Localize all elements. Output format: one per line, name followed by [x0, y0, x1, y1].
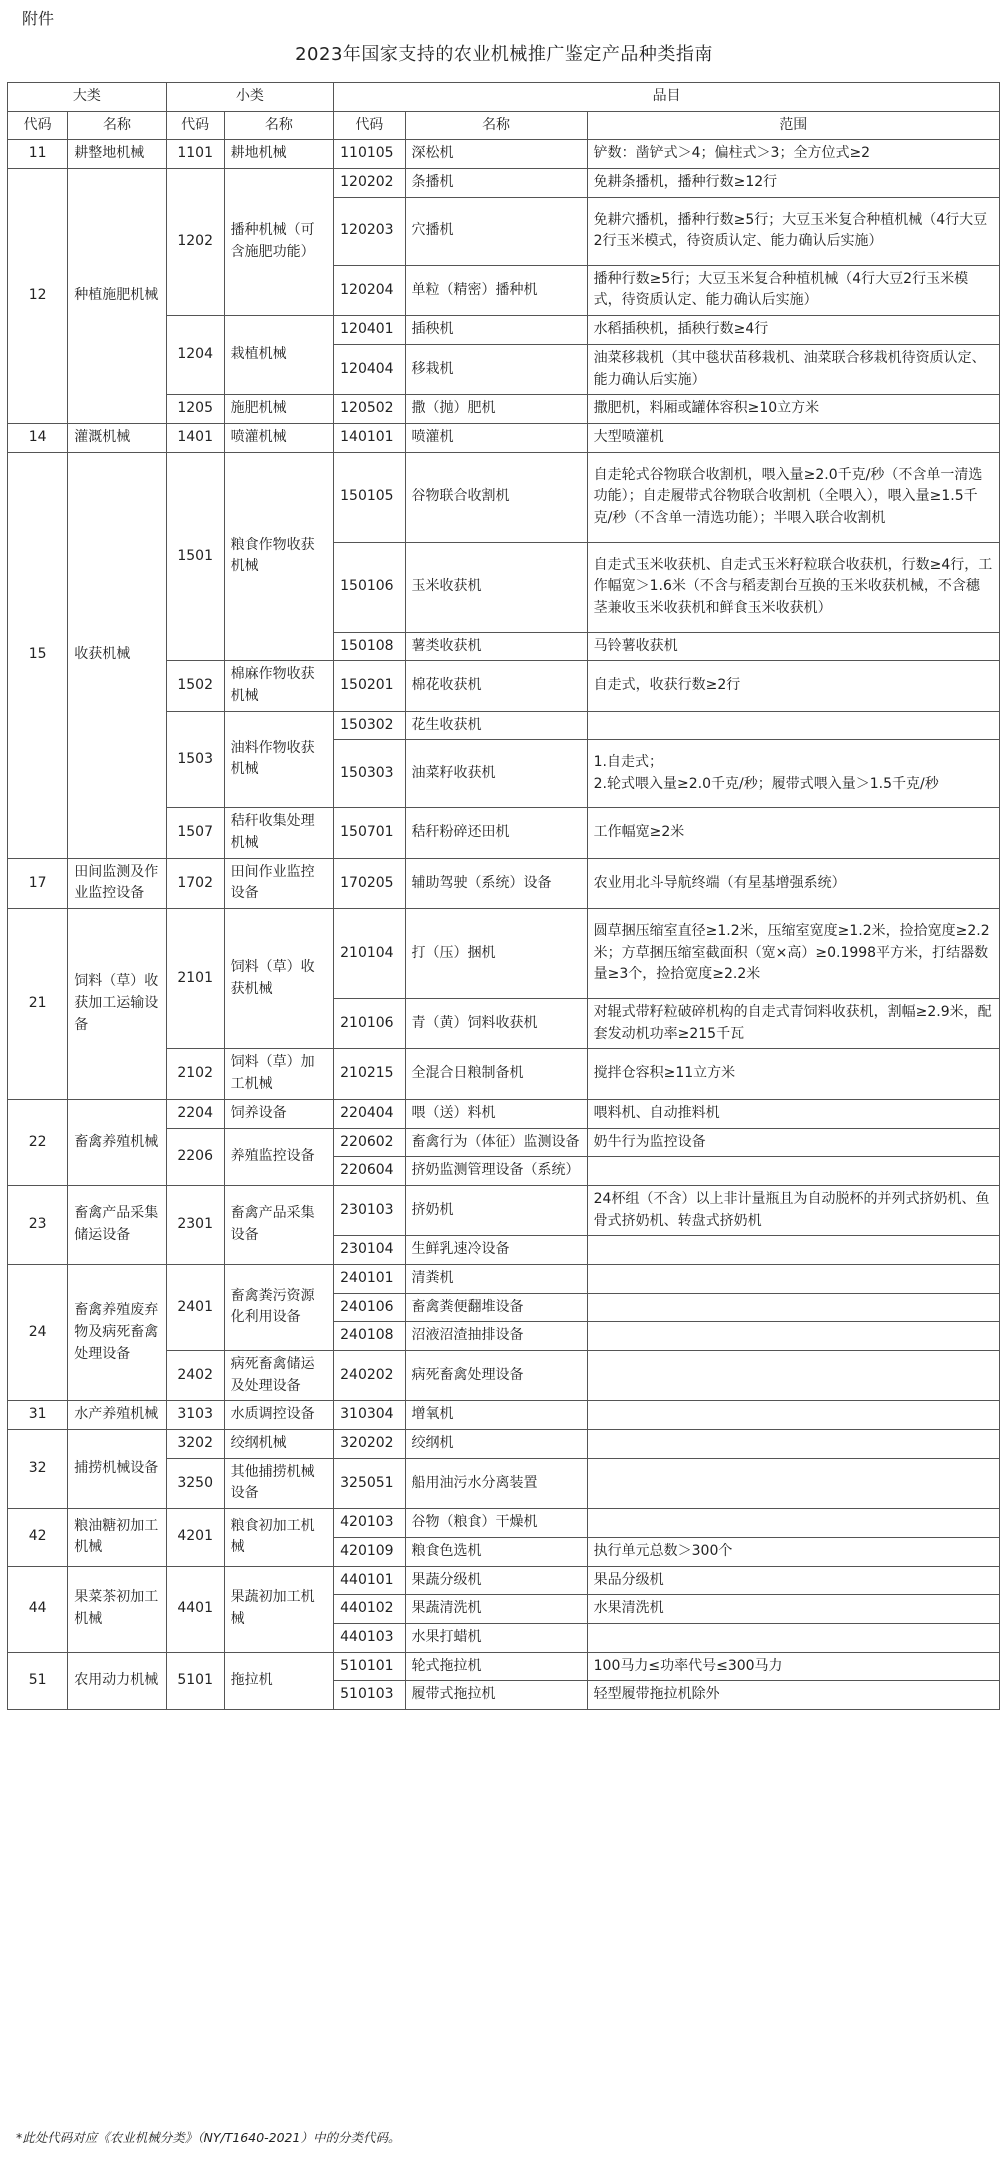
minor-name: 秸秆收集处理机械	[224, 808, 334, 858]
minor-name: 畜禽粪污资源化利用设备	[224, 1264, 334, 1350]
item-code: 420103	[334, 1509, 405, 1538]
annex-label: 附件	[22, 9, 55, 28]
minor-name: 饲养设备	[224, 1099, 334, 1128]
minor-code: 3103	[166, 1401, 224, 1430]
item-name: 船用油污水分离装置	[405, 1458, 587, 1508]
major-code: 31	[8, 1401, 68, 1430]
major-code: 14	[8, 423, 68, 452]
minor-code: 2206	[166, 1128, 224, 1185]
item-scope: 喂料机、自动推料机	[587, 1099, 999, 1128]
item-code: 150302	[334, 711, 405, 740]
item-name: 绞纲机	[405, 1430, 587, 1459]
item-name: 水果打蜡机	[405, 1623, 587, 1652]
minor-name: 拖拉机	[224, 1652, 334, 1709]
header-major-name: 名称	[68, 111, 166, 140]
minor-code: 1501	[166, 452, 224, 661]
major-name: 粮油糖初加工机械	[68, 1509, 166, 1566]
major-code: 21	[8, 909, 68, 1100]
table-row	[8, 1401, 1000, 1430]
major-name: 农用动力机械	[68, 1652, 166, 1709]
item-scope: 油菜移栽机（其中毯状苗移栽机、油菜联合移栽机待资质认定、能力确认后实施）	[587, 344, 999, 394]
item-code: 120204	[334, 265, 405, 315]
minor-name: 田间作业监控设备	[224, 858, 334, 908]
minor-code: 1202	[166, 169, 224, 316]
major-code: 15	[8, 452, 68, 858]
item-scope	[587, 1293, 999, 1322]
table-row	[8, 1185, 1000, 1235]
item-name: 挤奶监测管理设备（系统）	[405, 1157, 587, 1186]
header-major-code: 代码	[8, 111, 68, 140]
item-name: 谷物联合收割机	[405, 452, 587, 542]
item-scope: 水果清洗机	[587, 1595, 999, 1624]
item-name: 病死畜禽处理设备	[405, 1351, 587, 1401]
minor-name: 饲料（草）收获机械	[224, 909, 334, 1049]
item-name: 沼液沼渣抽排设备	[405, 1322, 587, 1351]
item-name: 玉米收获机	[405, 542, 587, 632]
item-scope: 轻型履带拖拉机除外	[587, 1681, 999, 1710]
major-name: 果菜茶初加工机械	[68, 1566, 166, 1652]
item-code: 120202	[334, 169, 405, 198]
item-code: 210106	[334, 999, 405, 1049]
item-name: 轮式拖拉机	[405, 1652, 587, 1681]
item-code: 230103	[334, 1185, 405, 1235]
item-name: 油菜籽收获机	[405, 740, 587, 808]
item-scope	[587, 1430, 999, 1459]
item-name: 增氧机	[405, 1401, 587, 1430]
major-code: 22	[8, 1099, 68, 1185]
item-scope: 圆草捆压缩室直径≥1.2米，压缩室宽度≥1.2米，捡拾宽度≥2.2米；方草捆压缩室截面积（宽×高）≥0.1998平方米，打结器数量≥3个，捡拾宽度≥2.2米	[587, 909, 999, 999]
item-code: 320202	[334, 1430, 405, 1459]
minor-name: 喷灌机械	[224, 423, 334, 452]
major-code: 17	[8, 858, 68, 908]
footnote: *此处代码对应《农业机械分类》（NY/T1640-2021）中的分类代码。	[16, 2130, 401, 2145]
item-name: 畜禽行为（体征）监测设备	[405, 1128, 587, 1157]
scope-line: 2.轮式喂入量≥2.0千克/秒；履带式喂入量＞1.5千克/秒	[593, 775, 939, 792]
header-row-columns	[8, 111, 1000, 140]
major-name: 捕捞机械设备	[68, 1430, 166, 1509]
major-code: 11	[8, 140, 68, 169]
major-code: 23	[8, 1185, 68, 1264]
item-code: 240106	[334, 1293, 405, 1322]
item-scope	[587, 711, 999, 740]
item-name: 青（黄）饲料收获机	[405, 999, 587, 1049]
table-row	[8, 1509, 1000, 1538]
item-name: 谷物（粮食）干燥机	[405, 1509, 587, 1538]
header-minor-name: 名称	[224, 111, 334, 140]
item-name: 插秧机	[405, 316, 587, 345]
major-name: 收获机械	[68, 452, 166, 858]
item-code: 240101	[334, 1264, 405, 1293]
major-name: 灌溉机械	[68, 423, 166, 452]
minor-name: 畜禽产品采集设备	[224, 1185, 334, 1264]
table-row	[8, 1566, 1000, 1595]
item-scope: 24杯组（不含）以上非计量瓶且为自动脱杯的并列式挤奶机、鱼骨式挤奶机、转盘式挤奶机	[587, 1185, 999, 1235]
item-scope	[587, 1157, 999, 1186]
item-scope: 大型喷灌机	[587, 423, 999, 452]
item-code: 120502	[334, 395, 405, 424]
item-scope: 农业用北斗导航终端（有星基增强系统）	[587, 858, 999, 908]
item-scope: 100马力≤功率代号≤300马力	[587, 1652, 999, 1681]
item-name: 打（压）捆机	[405, 909, 587, 999]
item-code: 150701	[334, 808, 405, 858]
item-code: 110105	[334, 140, 405, 169]
item-scope: 播种行数≥5行；大豆玉米复合种植机械（4行大豆2行玉米模式，待资质认定、能力确认后实施）	[587, 265, 999, 315]
header-row-groups	[8, 83, 1000, 112]
item-scope: 免耕穴播机，播种行数≥5行；大豆玉米复合种植机械（4行大豆2行玉米模式，待资质认定、能力确认后实施）	[587, 197, 999, 265]
minor-code: 1507	[166, 808, 224, 858]
header-item-name: 名称	[405, 111, 587, 140]
minor-code: 2402	[166, 1351, 224, 1401]
minor-name: 果蔬初加工机械	[224, 1566, 334, 1652]
item-name: 撒（抛）肥机	[405, 395, 587, 424]
table-row	[8, 452, 1000, 542]
major-name: 饲料（草）收获加工运输设备	[68, 909, 166, 1100]
item-scope: 执行单元总数＞300个	[587, 1537, 999, 1566]
minor-name: 棉麻作物收获机械	[224, 661, 334, 711]
item-code: 230104	[334, 1236, 405, 1265]
item-scope: 自走轮式谷物联合收割机，喂入量≥2.0千克/秒（不含单一清选功能）；自走履带式谷物联合收割机（全喂入），喂入量≥1.5千克/秒（不含单一清选功能）；半喂入联合收割机	[587, 452, 999, 542]
major-name: 水产养殖机械	[68, 1401, 166, 1430]
item-scope: 免耕条播机，播种行数≥12行	[587, 169, 999, 198]
minor-name: 饲料（草）加工机械	[224, 1049, 334, 1099]
minor-code: 3250	[166, 1458, 224, 1508]
table-row	[8, 1652, 1000, 1681]
item-scope: 自走式，收获行数≥2行	[587, 661, 999, 711]
item-code: 210104	[334, 909, 405, 999]
minor-code: 1101	[166, 140, 224, 169]
item-scope	[587, 1322, 999, 1351]
item-scope	[587, 1264, 999, 1293]
item-name: 单粒（精密）播种机	[405, 265, 587, 315]
item-code: 120404	[334, 344, 405, 394]
catalog-table	[7, 82, 1000, 1710]
item-code: 120203	[334, 197, 405, 265]
minor-code: 2401	[166, 1264, 224, 1350]
major-code: 44	[8, 1566, 68, 1652]
item-scope	[587, 1236, 999, 1265]
item-name: 条播机	[405, 169, 587, 198]
major-name: 田间监测及作业监控设备	[68, 858, 166, 908]
item-code: 325051	[334, 1458, 405, 1508]
item-code: 150105	[334, 452, 405, 542]
item-name: 生鲜乳速冷设备	[405, 1236, 587, 1265]
item-code: 420109	[334, 1537, 405, 1566]
item-scope	[587, 1401, 999, 1430]
table-row	[8, 858, 1000, 908]
minor-name: 栽植机械	[224, 316, 334, 395]
item-name: 果蔬分级机	[405, 1566, 587, 1595]
item-name: 畜禽粪便翻堆设备	[405, 1293, 587, 1322]
header-minor-code: 代码	[166, 111, 224, 140]
item-name: 挤奶机	[405, 1185, 587, 1235]
item-name: 清粪机	[405, 1264, 587, 1293]
minor-code: 2101	[166, 909, 224, 1049]
item-code: 140101	[334, 423, 405, 452]
item-name: 喷灌机	[405, 423, 587, 452]
minor-name: 病死畜禽储运及处理设备	[224, 1351, 334, 1401]
major-code: 32	[8, 1430, 68, 1509]
minor-code: 1204	[166, 316, 224, 395]
document-title: 2023年国家支持的农业机械推广鉴定产品种类指南	[295, 44, 713, 65]
table-row	[8, 1099, 1000, 1128]
table-row	[8, 169, 1000, 198]
major-code: 51	[8, 1652, 68, 1709]
item-code: 220602	[334, 1128, 405, 1157]
item-code: 240108	[334, 1322, 405, 1351]
item-scope	[587, 1509, 999, 1538]
item-name: 喂（送）料机	[405, 1099, 587, 1128]
item-name: 移栽机	[405, 344, 587, 394]
item-code: 150201	[334, 661, 405, 711]
item-scope	[587, 1623, 999, 1652]
table-row	[8, 140, 1000, 169]
item-name: 全混合日粮制备机	[405, 1049, 587, 1099]
item-name: 秸秆粉碎还田机	[405, 808, 587, 858]
item-scope: 果品分级机	[587, 1566, 999, 1595]
item-name: 履带式拖拉机	[405, 1681, 587, 1710]
item-code: 210215	[334, 1049, 405, 1099]
table-row	[8, 909, 1000, 999]
item-code: 150303	[334, 740, 405, 808]
item-name: 深松机	[405, 140, 587, 169]
item-code: 150108	[334, 632, 405, 661]
minor-code: 1205	[166, 395, 224, 424]
minor-name: 施肥机械	[224, 395, 334, 424]
item-code: 170205	[334, 858, 405, 908]
item-scope	[587, 1458, 999, 1508]
item-code: 510103	[334, 1681, 405, 1710]
item-scope: 自走式玉米收获机、自走式玉米籽粒联合收获机，行数≥4行，工作幅宽＞1.6米（不含与稻麦割台互换的玉米收获机械，不含穗茎兼收玉米收获机和鲜食玉米收获机）	[587, 542, 999, 632]
minor-code: 4401	[166, 1566, 224, 1652]
minor-code: 2301	[166, 1185, 224, 1264]
minor-code: 2102	[166, 1049, 224, 1099]
item-name: 花生收获机	[405, 711, 587, 740]
major-name: 耕整地机械	[68, 140, 166, 169]
minor-code: 5101	[166, 1652, 224, 1709]
item-name: 粮食色选机	[405, 1537, 587, 1566]
item-scope: 对辊式带籽粒破碎机构的自走式青饲料收获机，割幅≥2.9米，配套发动机功率≥215千瓦	[587, 999, 999, 1049]
major-name: 畜禽养殖机械	[68, 1099, 166, 1185]
table-row	[8, 423, 1000, 452]
major-code: 12	[8, 169, 68, 424]
item-code: 440102	[334, 1595, 405, 1624]
item-code: 310304	[334, 1401, 405, 1430]
minor-code: 1502	[166, 661, 224, 711]
minor-name: 养殖监控设备	[224, 1128, 334, 1185]
minor-name: 绞纲机械	[224, 1430, 334, 1459]
minor-code: 1503	[166, 711, 224, 808]
minor-code: 1401	[166, 423, 224, 452]
minor-name: 水质调控设备	[224, 1401, 334, 1430]
minor-code: 1702	[166, 858, 224, 908]
item-name: 棉花收获机	[405, 661, 587, 711]
item-code: 510101	[334, 1652, 405, 1681]
item-scope	[587, 1351, 999, 1401]
major-code: 24	[8, 1264, 68, 1400]
item-scope: 工作幅宽≥2米	[587, 808, 999, 858]
item-code: 440101	[334, 1566, 405, 1595]
minor-name: 耕地机械	[224, 140, 334, 169]
minor-name: 播种机械（可含施肥功能）	[224, 169, 334, 316]
item-scope: 马铃薯收获机	[587, 632, 999, 661]
header-major: 大类	[8, 83, 167, 112]
item-scope	[587, 740, 999, 808]
item-scope: 撒肥机，料厢或罐体容积≥10立方米	[587, 395, 999, 424]
item-name: 果蔬清洗机	[405, 1595, 587, 1624]
item-scope: 搅拌仓容积≥11立方米	[587, 1049, 999, 1099]
minor-code: 3202	[166, 1430, 224, 1459]
item-code: 120401	[334, 316, 405, 345]
header-scope: 范围	[587, 111, 999, 140]
item-scope: 奶牛行为监控设备	[587, 1128, 999, 1157]
major-name: 畜禽产品采集储运设备	[68, 1185, 166, 1264]
minor-name: 粮食作物收获机械	[224, 452, 334, 661]
item-code: 240202	[334, 1351, 405, 1401]
major-name: 畜禽养殖废弃物及病死畜禽处理设备	[68, 1264, 166, 1400]
minor-code: 4201	[166, 1509, 224, 1566]
header-minor: 小类	[166, 83, 333, 112]
item-code: 220604	[334, 1157, 405, 1186]
item-name: 穴播机	[405, 197, 587, 265]
table-row	[8, 1430, 1000, 1459]
minor-name: 其他捕捞机械设备	[224, 1458, 334, 1508]
minor-code: 2204	[166, 1099, 224, 1128]
header-item-code: 代码	[334, 111, 405, 140]
item-scope: 铲数：凿铲式＞4；偏柱式＞3；全方位式≥2	[587, 140, 999, 169]
major-name: 种植施肥机械	[68, 169, 166, 424]
major-code: 42	[8, 1509, 68, 1566]
item-code: 150106	[334, 542, 405, 632]
item-name: 薯类收获机	[405, 632, 587, 661]
header-item: 品目	[334, 83, 1000, 112]
scope-line: 1.自走式；	[593, 754, 663, 771]
table-row	[8, 1264, 1000, 1293]
minor-name: 油料作物收获机械	[224, 711, 334, 808]
item-scope: 水稻插秧机，插秧行数≥4行	[587, 316, 999, 345]
item-code: 220404	[334, 1099, 405, 1128]
item-code: 440103	[334, 1623, 405, 1652]
minor-name: 粮食初加工机械	[224, 1509, 334, 1566]
item-name: 辅助驾驶（系统）设备	[405, 858, 587, 908]
